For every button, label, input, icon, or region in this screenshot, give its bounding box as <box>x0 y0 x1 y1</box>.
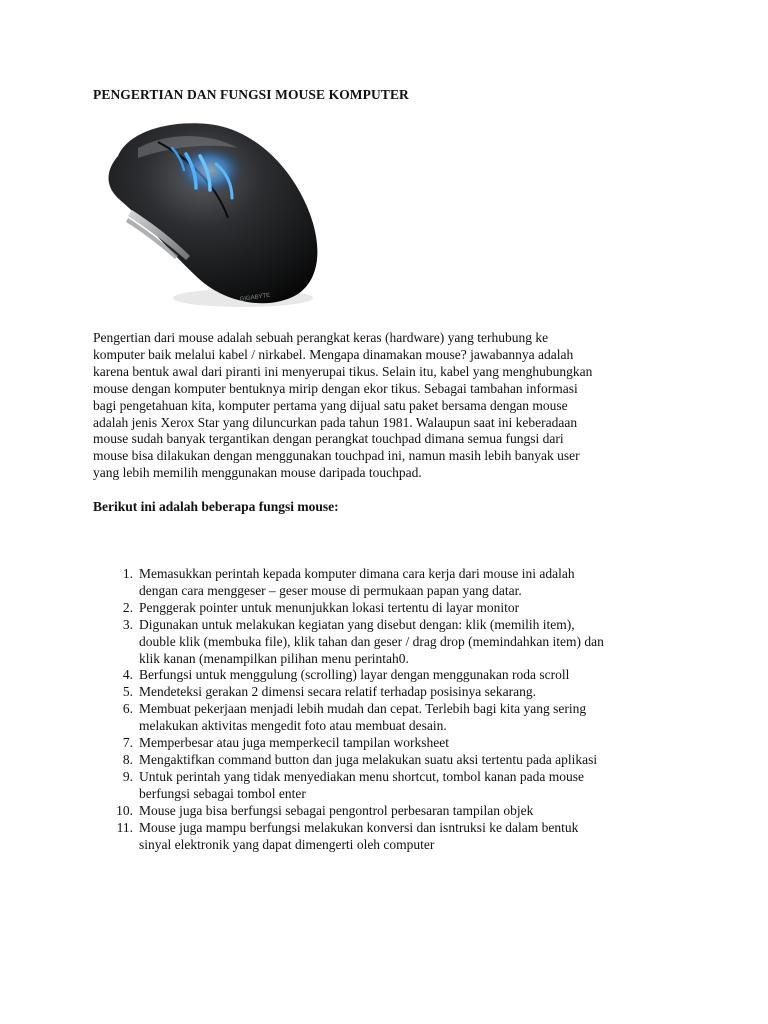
list-item <box>93 769 693 803</box>
list-item <box>93 820 693 854</box>
paragraph-line: mouse bisa dilakukan dengan menggunakan touchpad ini, namun masih lebih banyak user <box>93 448 580 464</box>
list-item-text: Digunakan untuk melakukan kegiatan yang disebut dengan: klik (memilih item), <box>139 616 575 632</box>
list-item-text: sinyal elektronik yang dapat dimengerti oleh computer <box>139 836 435 852</box>
paragraph-line: mouse sudah banyak tergantikan dengan perangkat touchpad dimana semua fungsi dari <box>93 431 564 447</box>
list-number: 8. <box>122 751 133 767</box>
mouse-image <box>98 118 326 312</box>
list-item <box>93 600 693 617</box>
list-item-text: melakukan aktivitas mengedit foto atau membuat desain. <box>139 718 447 734</box>
list-item-text: Membuat pekerjaan menjadi lebih mudah dan cepat. Terlebih bagi kita yang sering <box>139 701 587 717</box>
list-number: 10. <box>116 802 133 818</box>
list-item-text: Memperbesar atau juga memperkecil tampilan worksheet <box>139 735 450 751</box>
list-item <box>93 667 693 684</box>
computer-mouse-icon <box>98 118 326 312</box>
list-item <box>93 566 693 600</box>
paragraph-line: adalah jenis Xerox Star yang diluncurkan pada tahun 1981. Walaupun saat ini keberadaan <box>93 414 578 430</box>
list-number: 9. <box>122 768 133 784</box>
intro-paragraph <box>93 330 693 482</box>
list-number: 7. <box>122 735 133 751</box>
list-item <box>93 684 693 701</box>
list-number: 4. <box>122 667 133 683</box>
list-item-text: klik kanan (menampilkan pilihan menu perintah0. <box>139 650 409 666</box>
list-item-text: Untuk perintah yang tidak menyediakan menu shortcut, tombol kanan pada mouse <box>139 768 585 784</box>
list-number: 3. <box>122 616 133 632</box>
brand-label: GIGABYTE <box>239 292 271 303</box>
list-item-text: Berfungsi untuk menggulung (scrolling) layar dengan menggunakan roda scroll <box>139 667 570 683</box>
paragraph-line: Pengertian dari mouse adalah sebuah perangkat keras (hardware) yang terhubung ke <box>93 330 549 345</box>
list-item-text: Mouse juga mampu berfungsi melakukan konversi dan isntruksi ke dalam bentuk <box>139 819 579 835</box>
list-item <box>93 752 693 769</box>
paragraph-line: komputer baik melalui kabel / nirkabel. Mengapa dinamakan mouse? jawabannya adalah <box>93 346 574 362</box>
paragraph-line: karena bentuk awal dari piranti ini menyerupai tikus. Selain itu, kabel yang menghubungkan <box>93 363 593 379</box>
list-item-text: Memasukkan perintah kepada komputer dimana cara kerja dari mouse ini adalah <box>139 566 575 581</box>
list-item-text: Mengaktifkan command button dan juga melakukan suatu aksi tertentu pada aplikasi <box>139 751 598 767</box>
functions-list <box>93 566 693 853</box>
list-item <box>93 701 693 735</box>
list-item-text: berfungsi sebagai tombol enter <box>139 785 306 801</box>
paragraph-line: yang lebih memilih menggunakan mouse daripada touchpad. <box>93 465 422 481</box>
list-number: 6. <box>122 701 133 717</box>
list-number: 5. <box>122 684 133 700</box>
list-number: 1. <box>122 566 133 581</box>
list-item <box>93 803 693 820</box>
list-item-text: Mendeteksi gerakan 2 dimensi secara relatif terhadap posisinya sekarang. <box>139 684 536 700</box>
list-item-text: Penggerak pointer untuk menunjukkan lokasi tertentu di layar monitor <box>139 599 520 615</box>
functions-heading: Berikut ini adalah beberapa fungsi mouse: <box>93 499 339 514</box>
list-item <box>93 735 693 752</box>
paragraph-line: mouse dengan komputer bentuknya mirip dengan ekor tikus. Sebagai tambahan informasi <box>93 380 578 396</box>
list-item-text: Mouse juga bisa berfungsi sebagai pengontrol perbesaran tampilan objek <box>139 802 534 818</box>
list-number: 2. <box>122 599 133 615</box>
document-title: PENGERTIAN DAN FUNGSI MOUSE KOMPUTER <box>93 87 409 102</box>
list-item <box>93 617 693 668</box>
paragraph-line: bagi pengetahuan kita, komputer pertama yang dijual satu paket bersama dengan mouse <box>93 397 568 413</box>
list-item-text: double klik (membuka file), klik tahan dan geser / drag drop (memindahkan item) dan <box>139 633 604 649</box>
list-item-text: dengan cara menggeser – geser mouse di permukaan papan yang datar. <box>139 582 522 598</box>
list-number: 11. <box>116 819 133 835</box>
